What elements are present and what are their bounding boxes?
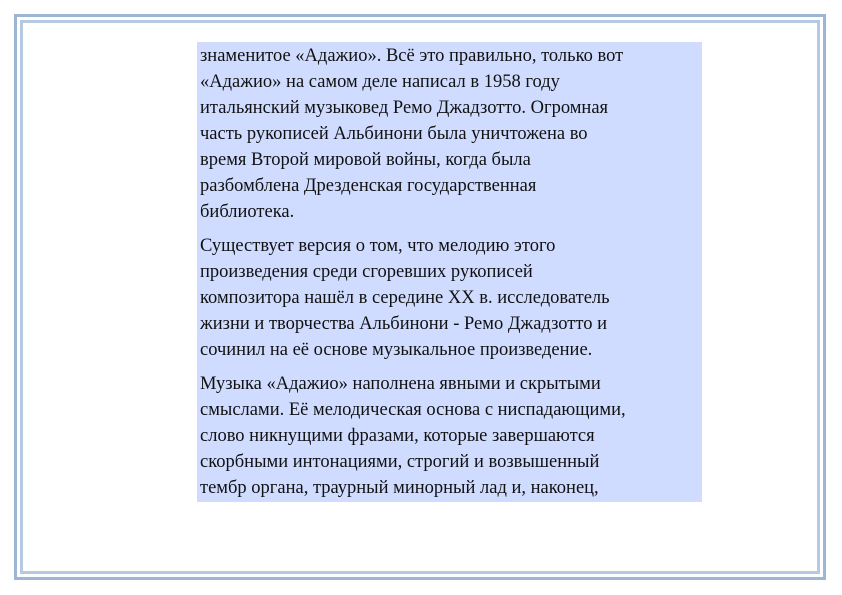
paragraph-1: знаменитое «Адажио». Всё это правильно, только вот «Адажио» на самом деле написал в 1958 году итальянский музыковед Ремо Джадзотто. Огромная часть рукописей Альбинони была уничтожена во время Второй мировой войны, когда была разбомблена Дрезденская государственная библиотека. bbox=[200, 46, 624, 222]
paragraph-2: Существует версия о том, что мелодию этого произведения среди сгоревших рукописей композитора нашёл в середине XX в. исследователь жизни и творчества Альбинони - Ремо Джадзотто и сочинил на её основе музыкальное произведение. bbox=[200, 236, 610, 360]
text-box bbox=[197, 42, 702, 502]
paragraph-3: Музыка «Адажио» наполнена явными и скрытыми смыслами. Её мелодическая основа с ниспадающими, слово никнущими фразами, которые завершаются скорбными интонациями, строгий и возвышенный тембр органа, траурный минорный лад и, наконец, bbox=[200, 374, 626, 498]
